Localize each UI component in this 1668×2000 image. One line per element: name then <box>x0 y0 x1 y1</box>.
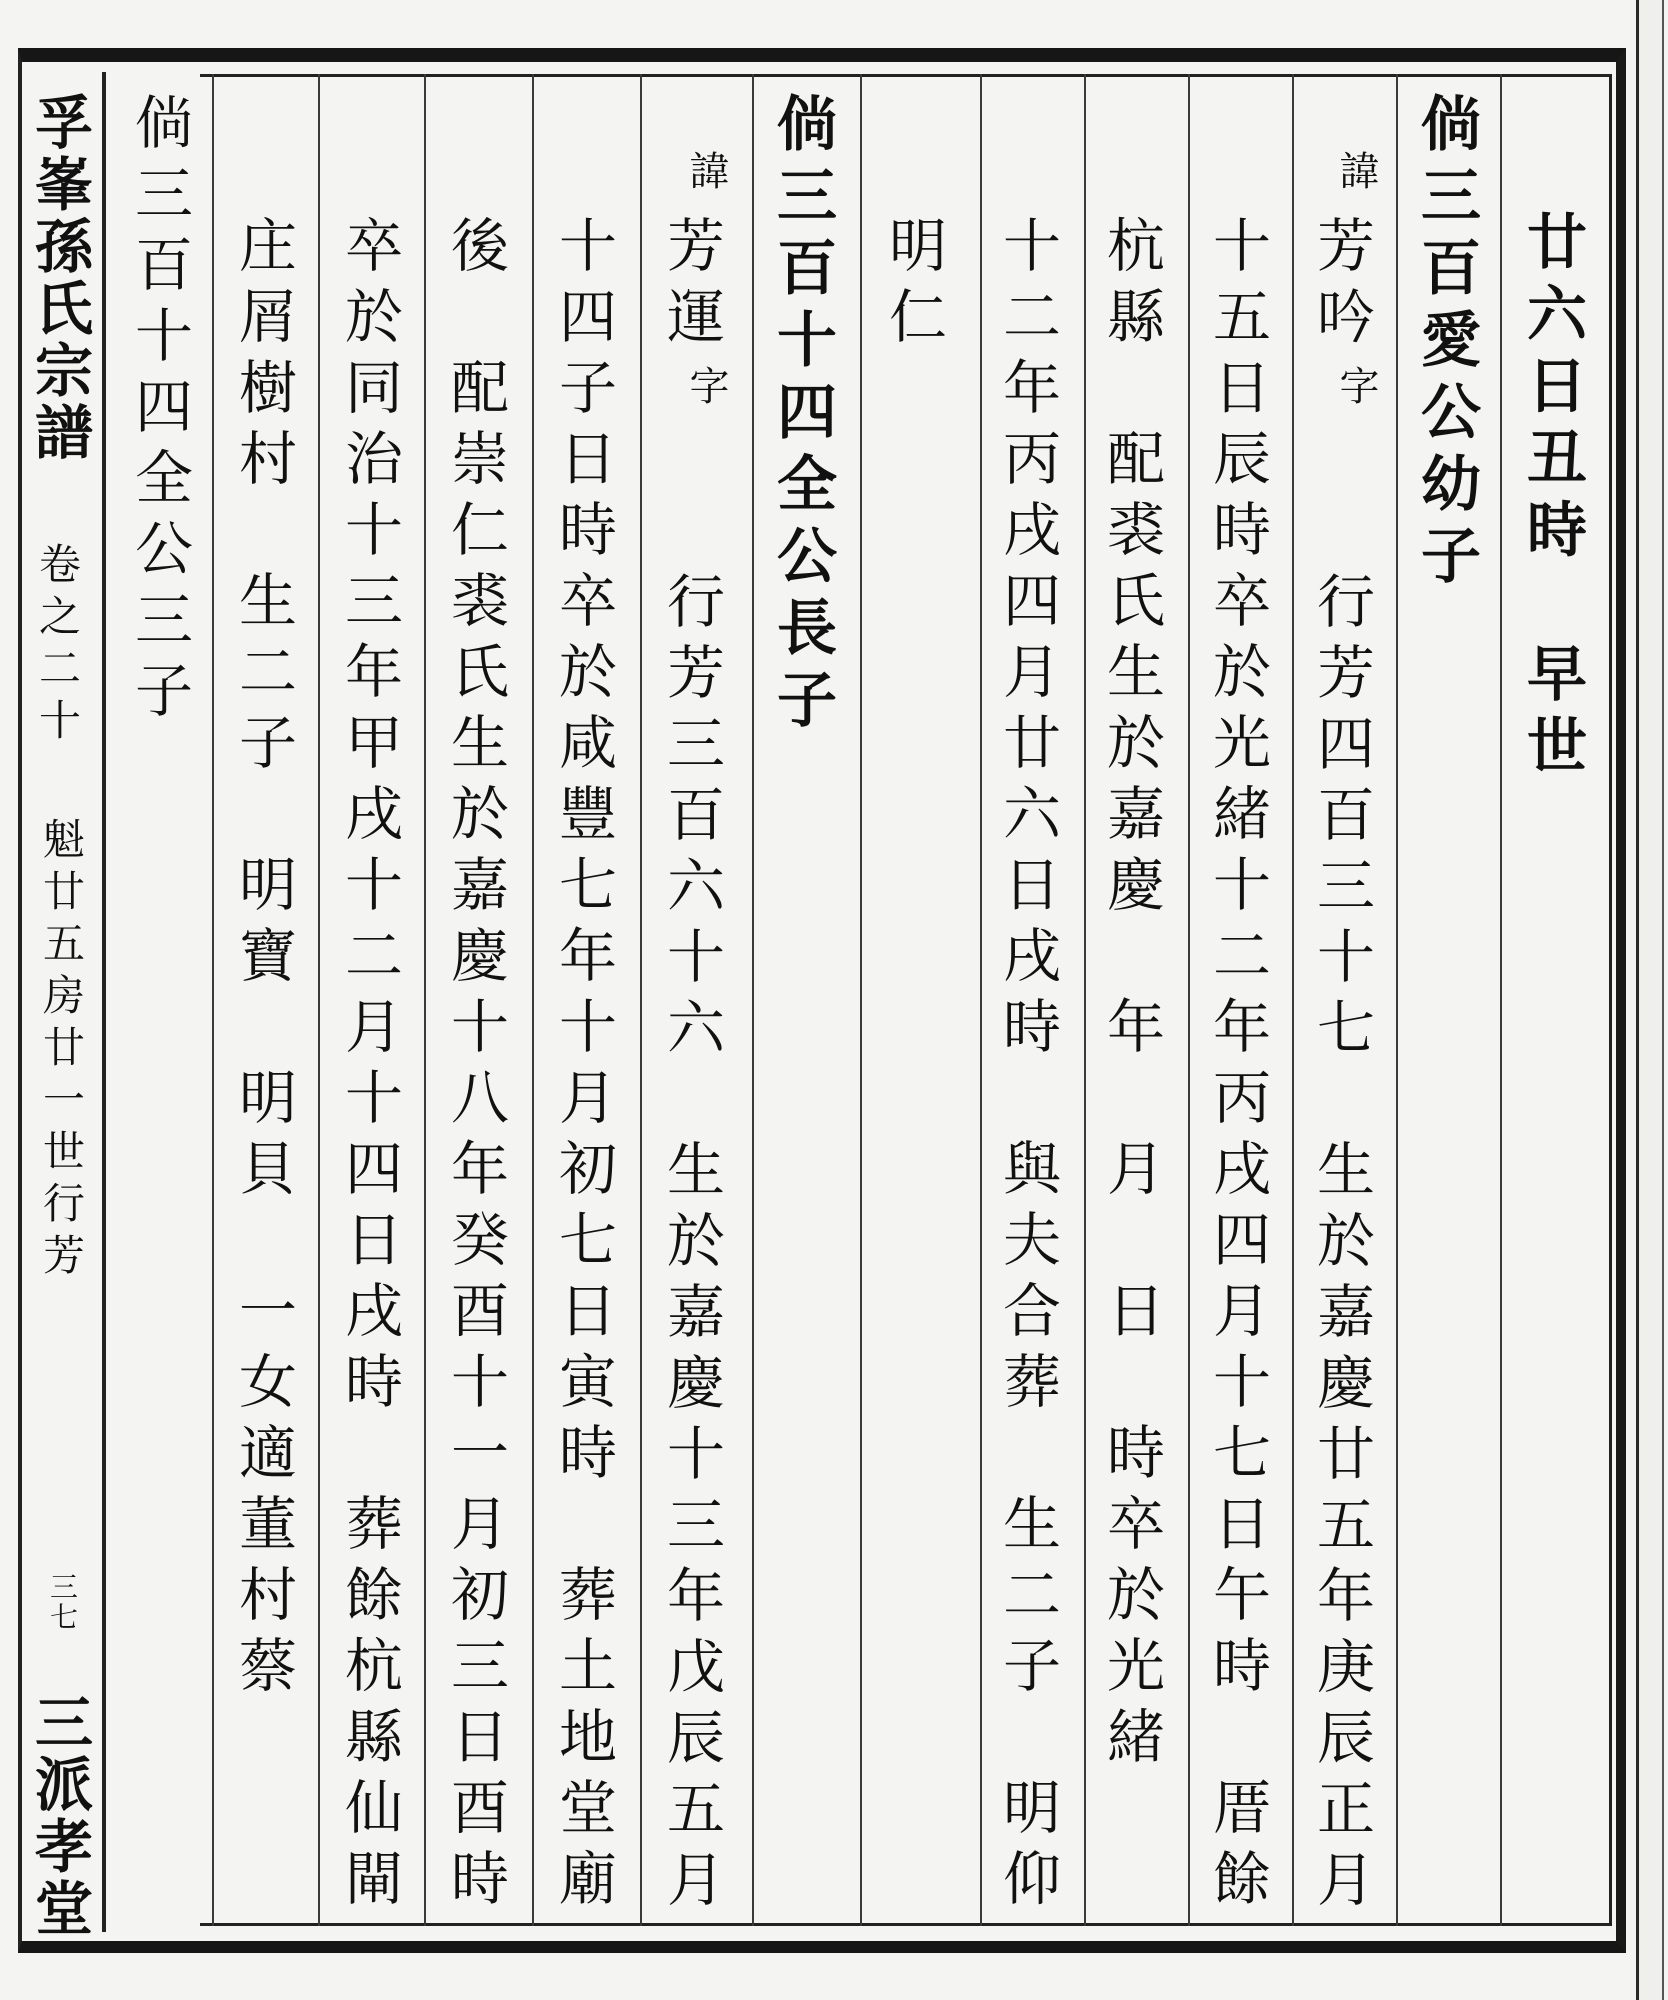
column-rule <box>1084 74 1086 1926</box>
column-7: 明仁 <box>879 215 947 357</box>
given-name: 芳吟 <box>1307 215 1375 357</box>
column-rule <box>1292 74 1294 1926</box>
column-8: 倘三百十四全公長子 <box>767 92 837 740</box>
column-rule <box>318 74 320 1926</box>
column-rule <box>752 74 754 1926</box>
column-14: 倘三百十四全公三子 <box>125 92 193 731</box>
page-number: 三七 <box>46 1572 79 1632</box>
column-rule <box>1500 74 1502 1926</box>
column-10: 十四子日時卒於咸豐七年十月初七日寅時 葬土地堂廟 <box>549 215 617 1919</box>
branch-label: 魁廿五房廿一世行芳 <box>37 817 86 1285</box>
column-4: 十五日辰時卒於光緒十二年丙戌四月十七日午時 厝餘 <box>1203 215 1271 1919</box>
column-rule <box>424 74 426 1926</box>
column-5: 杭縣 配裘氏生於嘉慶 年 月 日 時卒於光緒 <box>1097 215 1165 1777</box>
courtesy-name-label: 字 <box>683 365 729 413</box>
given-name: 芳運 <box>657 215 725 357</box>
column-12: 卒於同治十三年甲戌十二月十四日戌時 葬餘杭縣仙閘 <box>335 215 403 1919</box>
column-1: 廿六日丑時 早世 <box>1517 210 1587 786</box>
column-rule <box>1188 74 1190 1926</box>
column-rule <box>212 74 214 1926</box>
column-rule <box>1396 74 1398 1926</box>
taboo-name-label: 諱 <box>1333 150 1379 198</box>
column-6: 十二年丙戌四月廿六日戌時 與夫合葬 生二子 明仰 <box>993 215 1061 1919</box>
column-11: 後 配崇仁裘氏生於嘉慶十八年癸酉十一月初三日酉時 <box>441 215 509 1919</box>
column-rule <box>532 74 534 1926</box>
column-rule <box>640 74 642 1926</box>
column-13: 庄屑樹村 生二子 明寶 明貝 一女適董村蔡 <box>229 215 297 1706</box>
column-2: 倘三百愛公幼子 <box>1411 92 1481 596</box>
taboo-name-label: 諱 <box>683 150 729 198</box>
column-rule <box>980 74 982 1926</box>
volume-label: 卷之二十 <box>33 542 82 750</box>
book-spine <box>22 72 106 1940</box>
courtesy-name-label: 字 <box>1333 365 1379 413</box>
column-9-text: 行芳三百六十六 生於嘉慶十三年戊辰五月 <box>657 500 725 1920</box>
column-3-text: 行芳四百三十七 生於嘉慶廿五年庚辰正月 <box>1307 500 1375 1920</box>
genealogy-title: 孚峯孫氏宗譜 <box>25 92 93 464</box>
column-rule <box>860 74 862 1926</box>
hall-name: 三派孝堂 <box>25 1692 93 1940</box>
page-edge <box>1636 0 1664 2000</box>
